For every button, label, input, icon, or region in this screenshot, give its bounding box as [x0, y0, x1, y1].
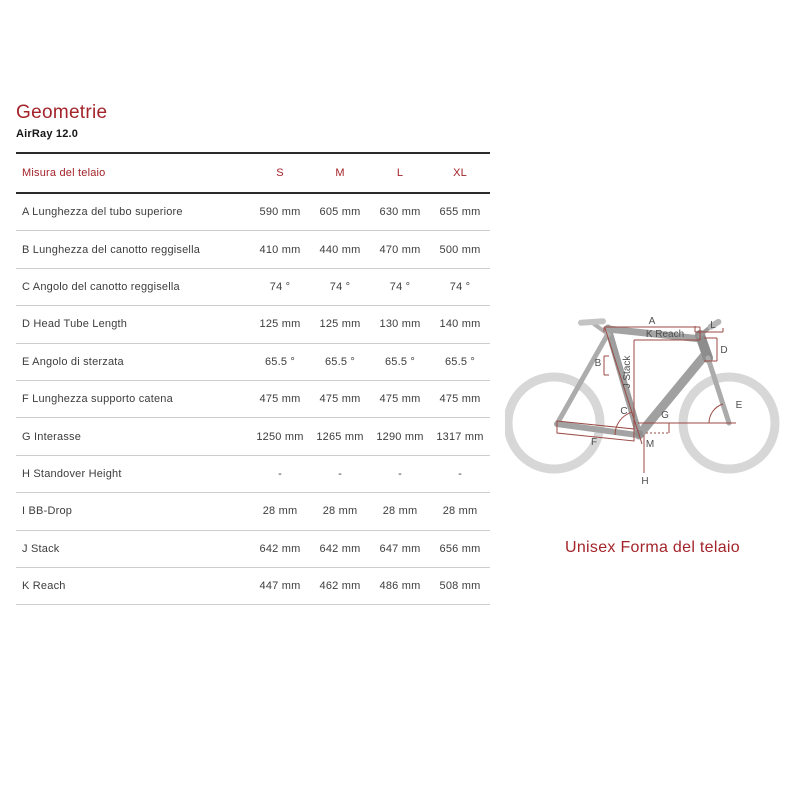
row-value: 1250 mm — [256, 430, 304, 443]
row-value: 28 mm — [322, 505, 358, 518]
table-row — [16, 269, 490, 306]
table-header-size-l: L — [396, 167, 404, 179]
row-value: 410 mm — [259, 243, 301, 256]
row-value: 475 mm — [319, 393, 361, 406]
row-value: 447 mm — [259, 580, 301, 593]
label-f: F — [590, 437, 598, 448]
bike-frame — [557, 318, 729, 438]
row-value: 642 mm — [319, 542, 361, 555]
table-row — [16, 231, 490, 268]
row-value: - — [338, 467, 342, 480]
row-label: K Reach — [22, 580, 66, 593]
row-label: E Angolo di sterzata — [22, 355, 124, 368]
row-label: G Interasse — [22, 430, 82, 443]
saddle — [578, 318, 606, 326]
b-measure-bracket — [604, 356, 609, 375]
row-value: 140 mm — [439, 318, 481, 331]
label-m: M — [645, 439, 655, 450]
table-row — [16, 381, 490, 418]
row-value: - — [278, 467, 282, 480]
table-row — [16, 344, 490, 381]
row-value: 1290 mm — [376, 430, 424, 443]
row-value: 475 mm — [379, 393, 421, 406]
row-label: H Standover Height — [22, 467, 122, 480]
row-value: 475 mm — [439, 393, 481, 406]
row-label: I BB-Drop — [22, 505, 73, 518]
geometry-table — [16, 152, 490, 605]
row-value: 130 mm — [379, 318, 421, 331]
row-value: 74 ° — [449, 280, 471, 293]
label-c: C — [620, 406, 628, 417]
row-value: 125 mm — [259, 318, 301, 331]
table-row — [16, 306, 490, 343]
row-value: 642 mm — [259, 542, 301, 555]
row-value: 440 mm — [319, 243, 361, 256]
row-value: 1317 mm — [436, 430, 484, 443]
row-value: - — [458, 467, 462, 480]
row-value: 74 ° — [329, 280, 351, 293]
label-e: E — [735, 400, 743, 411]
row-value: 74 ° — [389, 280, 411, 293]
row-label: D Head Tube Length — [22, 318, 128, 331]
row-value: 65.5 ° — [264, 355, 296, 368]
table-row — [16, 493, 490, 530]
label-h: H — [641, 476, 649, 487]
row-value: 28 mm — [442, 505, 478, 518]
table-header-size-s: S — [276, 167, 284, 179]
label-k-reach: K Reach — [645, 329, 685, 340]
row-value: 486 mm — [379, 580, 421, 593]
row-value: 462 mm — [319, 580, 361, 593]
label-d: D — [720, 345, 728, 356]
row-value: 470 mm — [379, 243, 421, 256]
table-row — [16, 531, 490, 568]
row-label: B Lunghezza del canotto reggisella — [22, 243, 201, 256]
row-value: 605 mm — [319, 206, 361, 219]
bike-geometry-diagram — [505, 295, 800, 505]
row-value: 28 mm — [382, 505, 418, 518]
row-value: 500 mm — [439, 243, 481, 256]
row-value: 656 mm — [439, 542, 481, 555]
label-j-stack: J Stack — [622, 355, 633, 389]
page-title: Geometrie — [16, 102, 108, 123]
row-value: 125 mm — [319, 318, 361, 331]
page-subtitle: AirRay 12.0 — [16, 128, 79, 140]
label-l: L — [710, 320, 716, 331]
row-value: 630 mm — [379, 206, 421, 219]
row-value: 1265 mm — [316, 430, 364, 443]
table-row — [16, 456, 490, 493]
row-value: 647 mm — [379, 542, 421, 555]
label-b: B — [594, 358, 602, 369]
row-label: J Stack — [22, 542, 60, 555]
diagram-caption: Unisex Forma del telaio — [565, 539, 740, 556]
table-header-size-xl: XL — [453, 167, 467, 179]
e-angle-arc — [709, 404, 723, 423]
table-header-row — [16, 154, 490, 194]
row-value: 28 mm — [262, 505, 298, 518]
row-value: - — [398, 467, 402, 480]
row-label: C Angolo del canotto reggisella — [22, 280, 180, 293]
row-value: 655 mm — [439, 206, 481, 219]
table-header-size-m: M — [335, 167, 345, 179]
row-value: 65.5 ° — [384, 355, 416, 368]
row-label: A Lunghezza del tubo superiore — [22, 206, 183, 219]
row-value: 590 mm — [259, 206, 301, 219]
row-value: 65.5 ° — [324, 355, 356, 368]
row-value: 508 mm — [439, 580, 481, 593]
label-g: G — [661, 410, 669, 421]
table-row — [16, 194, 490, 231]
table-row — [16, 418, 490, 455]
table-header-label: Misura del telaio — [22, 167, 106, 179]
label-a: A — [648, 316, 656, 327]
row-value: 475 mm — [259, 393, 301, 406]
table-row — [16, 568, 490, 605]
row-label: F Lunghezza supporto catena — [22, 393, 173, 406]
row-value: 74 ° — [269, 280, 291, 293]
row-value: 65.5 ° — [444, 355, 476, 368]
rear-wheel — [508, 377, 600, 469]
